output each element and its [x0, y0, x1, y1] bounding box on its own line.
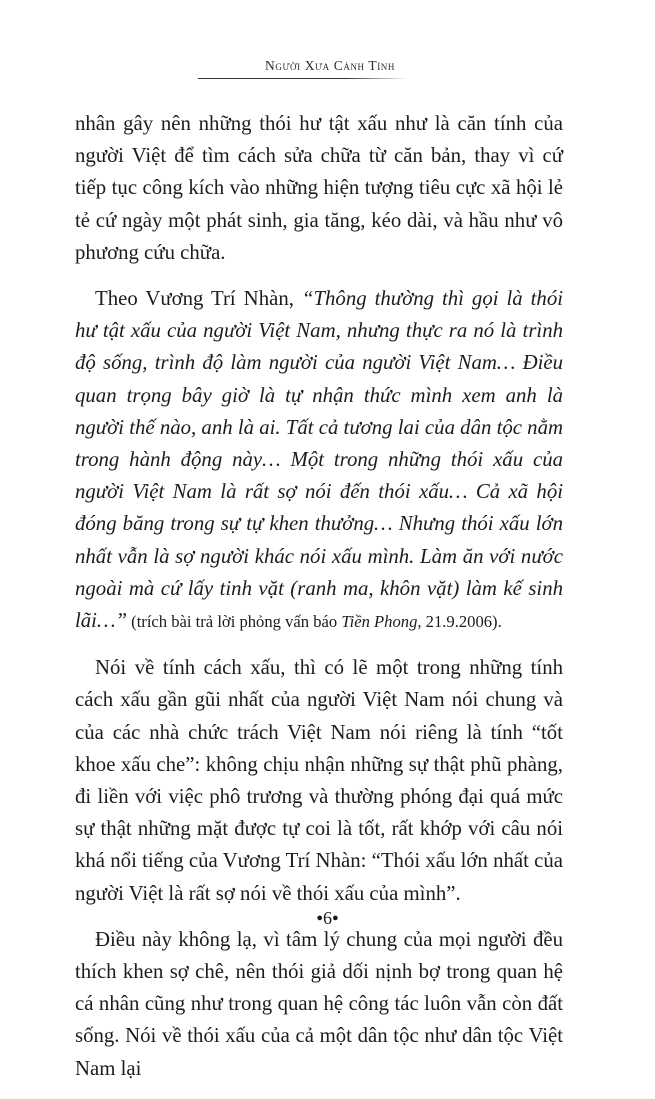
running-header: Người Xưa Cảnh Tỉnh	[265, 58, 395, 73]
page-number-value: 6	[323, 908, 332, 928]
citation-suffix: , 21.9.2006).	[417, 612, 502, 632]
bullet-right-icon: ●	[332, 912, 339, 924]
bullet-left-icon: ●	[316, 912, 323, 924]
page-body	[75, 108, 563, 1099]
citation-prefix: (trích bài trả lời phỏng vấn báo	[127, 612, 342, 632]
paragraph-2-intro: Theo Vương Trí Nhàn,	[95, 287, 302, 311]
paragraph-1: nhân gây nên những thói hư tật xấu như là căn tính của người Việt để tìm cách sửa chữa từ căn bản, thay vì cứ tiếp tục công kích vào những hiện tượng tiêu cực xã hội lẻ tẻ cứ ngày một phát sinh, gia tăng, kéo dài, và hầu như vô phương cứu chữa.	[75, 112, 563, 264]
paragraph-2	[75, 283, 563, 638]
paragraph-4: Điều này không lạ, vì tâm lý chung của mọi người đều thích khen sợ chê, nên thói giả dối nịnh bợ trong quan hệ cá nhân cũng như trong quan hệ công tác luôn vẫn còn đất sống. Nói về thói xấu của cả một dân tộc như dân tộc Việt Nam lại	[75, 927, 563, 1080]
citation-newspaper: Tiền Phong	[341, 612, 418, 632]
page-number	[0, 908, 655, 929]
paragraph-2-quote: “Thông thường thì gọi là thói hư tật xấu của người Việt Nam, nhưng thực ra nó là trình độ sống, trình độ làm người của người Việt Nam… Điều quan trọng bây giờ là tự nhận thức mình xem anh là người thế nào, anh là ai. Tất cả tương lai của dân tộc nằm trong hành động này… Một trong những thói xấu của người Việt Nam là rất sợ nói đến thói xấu… Cả xã hội đóng băng trong sự tự khen thưởng… Nhưng thói xấu lớn nhất vẫn là sợ người khác nói xấu mình. Làm ăn với nước ngoài mà cứ lấy tinh vặt (ranh ma, khôn vặt) làm kế sinh lãi…”	[75, 287, 563, 633]
header-rule	[198, 78, 408, 79]
paragraph-3: Nói về tính cách xấu, thì có lẽ một trong những tính cách xấu gần gũi nhất của người Việt Nam nói chung và của các nhà chức trách Việt Nam nói riêng là tính “tốt khoe xấu che”: không chịu nhận những sự thật phũ phàng, đi liền với việc phô trương và thường phóng đại quá mức sự thật những mặt được tự coi là tốt, rất khớp với câu nói khá nổi tiếng của Vương Trí Nhàn: “Thói xấu lớn nhất của người Việt là rất sợ nói về thói xấu của mình”.	[75, 656, 563, 905]
